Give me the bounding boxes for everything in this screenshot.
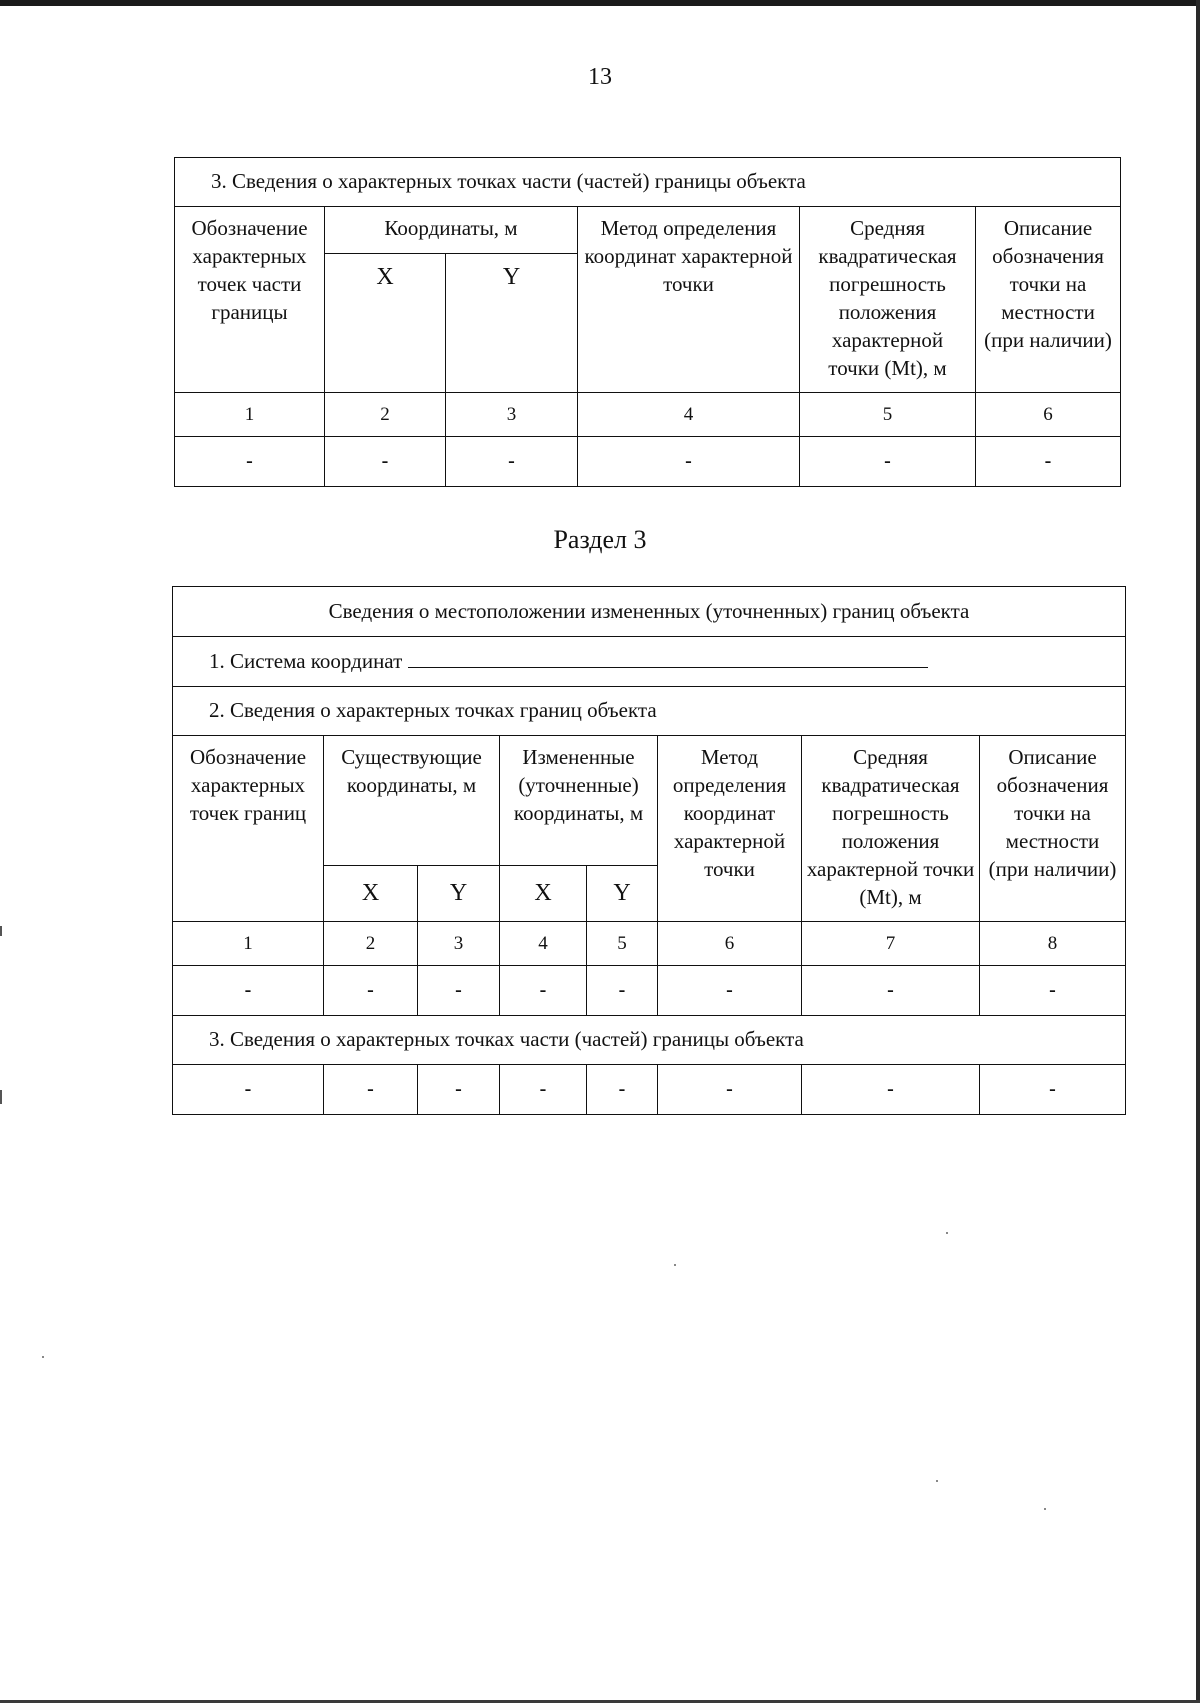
column-number: 5: [587, 922, 658, 966]
column-number: 4: [500, 922, 587, 966]
column-number: 5: [800, 393, 976, 437]
table-cell: -: [587, 1065, 658, 1115]
header-description: Описание обозначения точки на местности (при наличии): [980, 736, 1126, 922]
column-number: 3: [418, 922, 500, 966]
table-cell: -: [980, 1065, 1126, 1115]
column-number: 4: [578, 393, 800, 437]
scan-speck: [946, 1232, 948, 1234]
changed-boundaries-table: [172, 586, 1126, 1115]
header-existing-coordinates: Существующие координаты, м: [324, 736, 500, 866]
page-number: 13: [588, 64, 612, 90]
column-number: 2: [324, 922, 418, 966]
table-cell: -: [800, 437, 976, 487]
coordinate-system-label: 1. Система координат: [209, 648, 403, 673]
header-coordinates: Координаты, м: [325, 207, 578, 254]
section-title: Раздел 3: [553, 525, 647, 554]
part-points-caption: 3. Сведения о характерных точках части (частей) границы объекта: [173, 1016, 1126, 1065]
scan-speck: [936, 1480, 938, 1482]
header-x: X: [325, 254, 446, 393]
column-number: 3: [446, 393, 578, 437]
table-cell: -: [500, 966, 587, 1016]
table-cell: -: [578, 437, 800, 487]
table-cell: -: [175, 437, 325, 487]
table-cell: -: [418, 966, 500, 1016]
coordinate-system-row: [173, 637, 1126, 687]
header-method: Метод определения координат характерной точки: [578, 207, 800, 393]
header-error: Средняя квадратическая погрешность положения характерной точки (Mt), м: [802, 736, 980, 922]
column-number: 1: [173, 922, 324, 966]
header-designation: Обозначение характерных точек части границы: [175, 207, 325, 393]
table-cell: -: [324, 966, 418, 1016]
scan-speck: [674, 1264, 676, 1266]
header-description: Описание обозначения точки на местности (при наличии): [976, 207, 1121, 393]
table-title: Сведения о местоположении измененных (уточненных) границ объекта: [173, 587, 1126, 637]
table-cell: -: [976, 437, 1121, 487]
scan-right-edge: [1196, 0, 1200, 1703]
table-cell: -: [446, 437, 578, 487]
scan-speck: [1044, 1508, 1046, 1510]
scan-left-mark: [0, 926, 2, 936]
part-boundary-points-table: [174, 157, 1121, 487]
table-cell: -: [500, 1065, 587, 1115]
table-cell: -: [173, 1065, 324, 1115]
scan-speck: [42, 1356, 44, 1358]
column-number: 6: [976, 393, 1121, 437]
header-error: Средняя квадратическая погрешность положения характерной точки (Mt), м: [800, 207, 976, 393]
table-cell: -: [587, 966, 658, 1016]
header-changed-coordinates: Измененные (уточненные) координаты, м: [500, 736, 658, 866]
scan-left-mark: [0, 1090, 2, 1104]
boundary-points-caption: 2. Сведения о характерных точках границ объекта: [173, 687, 1126, 736]
table-cell: -: [325, 437, 446, 487]
column-number: 1: [175, 393, 325, 437]
table-cell: -: [658, 966, 802, 1016]
header-changed-x: X: [500, 866, 587, 922]
table-cell: -: [173, 966, 324, 1016]
table-caption: 3. Сведения о характерных точках части (частей) границы объекта: [175, 158, 1121, 207]
header-changed-y: Y: [587, 866, 658, 922]
table-cell: -: [418, 1065, 500, 1115]
header-y: Y: [446, 254, 578, 393]
table-cell: -: [658, 1065, 802, 1115]
table-cell: -: [802, 1065, 980, 1115]
coordinate-system-blank-field: [408, 649, 928, 668]
table-cell: -: [324, 1065, 418, 1115]
column-number: 7: [802, 922, 980, 966]
column-number: 8: [980, 922, 1126, 966]
column-number: 6: [658, 922, 802, 966]
table-cell: -: [802, 966, 980, 1016]
header-designation: Обозначение характерных точек границ: [173, 736, 324, 922]
table-cell: -: [980, 966, 1126, 1016]
header-existing-y: Y: [418, 866, 500, 922]
column-number: 2: [325, 393, 446, 437]
header-method: Метод определения координат характерной точки: [658, 736, 802, 922]
scan-top-edge: [0, 0, 1200, 6]
header-existing-x: X: [324, 866, 418, 922]
